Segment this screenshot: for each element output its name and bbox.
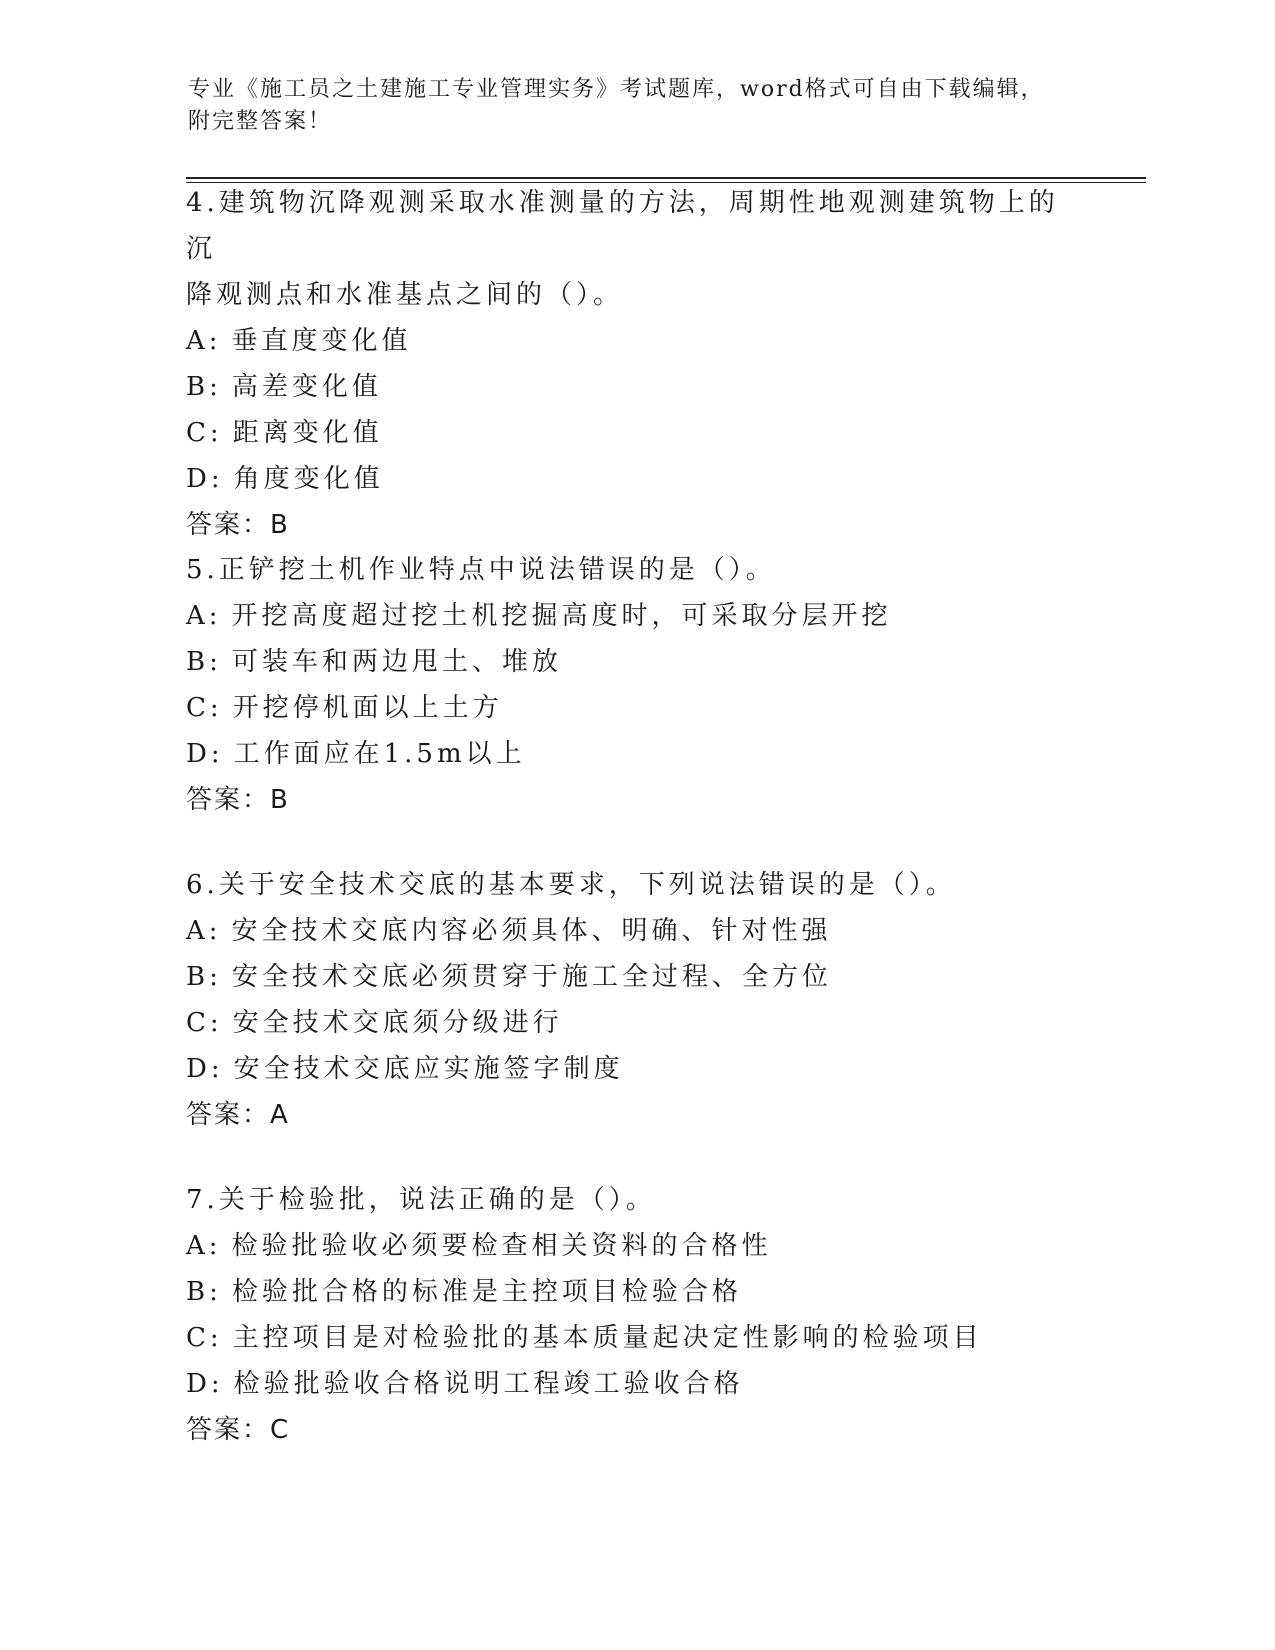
option-text: 安全技术交底内容必须具体、明确、针对性强 bbox=[231, 916, 832, 946]
option-key: C: bbox=[186, 693, 223, 723]
option-key: A: bbox=[186, 326, 222, 356]
question-7 bbox=[186, 1177, 1066, 1453]
option-key: C: bbox=[186, 418, 223, 448]
option-key: D: bbox=[186, 1054, 224, 1084]
option-d bbox=[186, 1361, 1066, 1407]
option-key: B: bbox=[186, 372, 222, 402]
option-c bbox=[186, 1000, 1066, 1046]
option-key: C: bbox=[186, 1323, 223, 1353]
question-stem-continued: 降观测点和水准基点之间的（）。 bbox=[186, 280, 624, 310]
answer: 答案：B bbox=[186, 785, 290, 815]
answer: 答案：C bbox=[186, 1415, 291, 1445]
option-text: 距离变化值 bbox=[232, 418, 383, 448]
question-stem: 7.关于检验批，说法正确的是（）。 bbox=[186, 1185, 656, 1215]
option-key: A: bbox=[186, 601, 222, 631]
option-key: B: bbox=[186, 962, 222, 992]
option-d bbox=[186, 456, 1066, 502]
header-line-1: 专业《施工员之土建施工专业管理实务》考试题库，word格式可自由下载编辑， bbox=[188, 77, 1045, 102]
option-text: 角度变化值 bbox=[233, 464, 384, 494]
option-text: 检验批验收必须要检查相关资料的合格性 bbox=[231, 1231, 772, 1261]
option-key: B: bbox=[186, 647, 222, 677]
option-key: B: bbox=[186, 1277, 222, 1307]
option-text: 检验批合格的标准是主控项目检验合格 bbox=[231, 1277, 742, 1307]
question-stem: 4.建筑物沉降观测采取水准测量的方法，周期性地观测建筑物上的沉 bbox=[186, 188, 1059, 264]
option-d bbox=[186, 1046, 1066, 1092]
option-key: C: bbox=[186, 1008, 223, 1038]
option-a bbox=[186, 318, 1066, 364]
option-text: 可装车和两边甩土、堆放 bbox=[231, 647, 562, 677]
option-b bbox=[186, 954, 1066, 1000]
header-line-2: 附完整答案！ bbox=[188, 109, 333, 134]
option-key: A: bbox=[186, 1231, 222, 1261]
option-a bbox=[186, 908, 1066, 954]
option-text: 安全技术交底须分级进行 bbox=[232, 1008, 563, 1038]
question-5 bbox=[186, 547, 1066, 823]
option-key: D: bbox=[186, 464, 224, 494]
option-b bbox=[186, 639, 1066, 685]
option-c bbox=[186, 1315, 1066, 1361]
option-text: 垂直度变化值 bbox=[231, 326, 412, 356]
option-c bbox=[186, 410, 1066, 456]
option-text: 开挖高度超过挖土机挖掘高度时，可采取分层开挖 bbox=[231, 601, 892, 631]
question-6 bbox=[186, 862, 1066, 1138]
question-4 bbox=[186, 180, 1066, 548]
question-stem: 6.关于安全技术交底的基本要求，下列说法错误的是（）。 bbox=[186, 870, 956, 900]
option-text: 高差变化值 bbox=[231, 372, 382, 402]
option-a bbox=[186, 593, 1066, 639]
option-a bbox=[186, 1223, 1066, 1269]
answer: 答案：B bbox=[186, 510, 290, 540]
option-text: 检验批验收合格说明工程竣工验收合格 bbox=[233, 1369, 744, 1399]
option-text: 开挖停机面以上土方 bbox=[232, 693, 503, 723]
document-header bbox=[188, 74, 1088, 138]
option-text: 安全技术交底应实施签字制度 bbox=[233, 1054, 624, 1084]
option-b bbox=[186, 1269, 1066, 1315]
question-stem: 5.正铲挖土机作业特点中说法错误的是（）。 bbox=[186, 555, 776, 585]
answer: 答案：A bbox=[186, 1100, 290, 1130]
option-key: D: bbox=[186, 1369, 224, 1399]
option-text: 主控项目是对检验批的基本质量起决定性影响的检验项目 bbox=[232, 1323, 983, 1353]
option-text: 工作面应在1.5m以上 bbox=[233, 739, 526, 769]
header-divider-thick bbox=[186, 177, 1146, 179]
option-key: A: bbox=[186, 916, 222, 946]
option-d bbox=[186, 731, 1066, 777]
option-b bbox=[186, 364, 1066, 410]
option-key: D: bbox=[186, 739, 224, 769]
option-c bbox=[186, 685, 1066, 731]
option-text: 安全技术交底必须贯穿于施工全过程、全方位 bbox=[231, 962, 832, 992]
